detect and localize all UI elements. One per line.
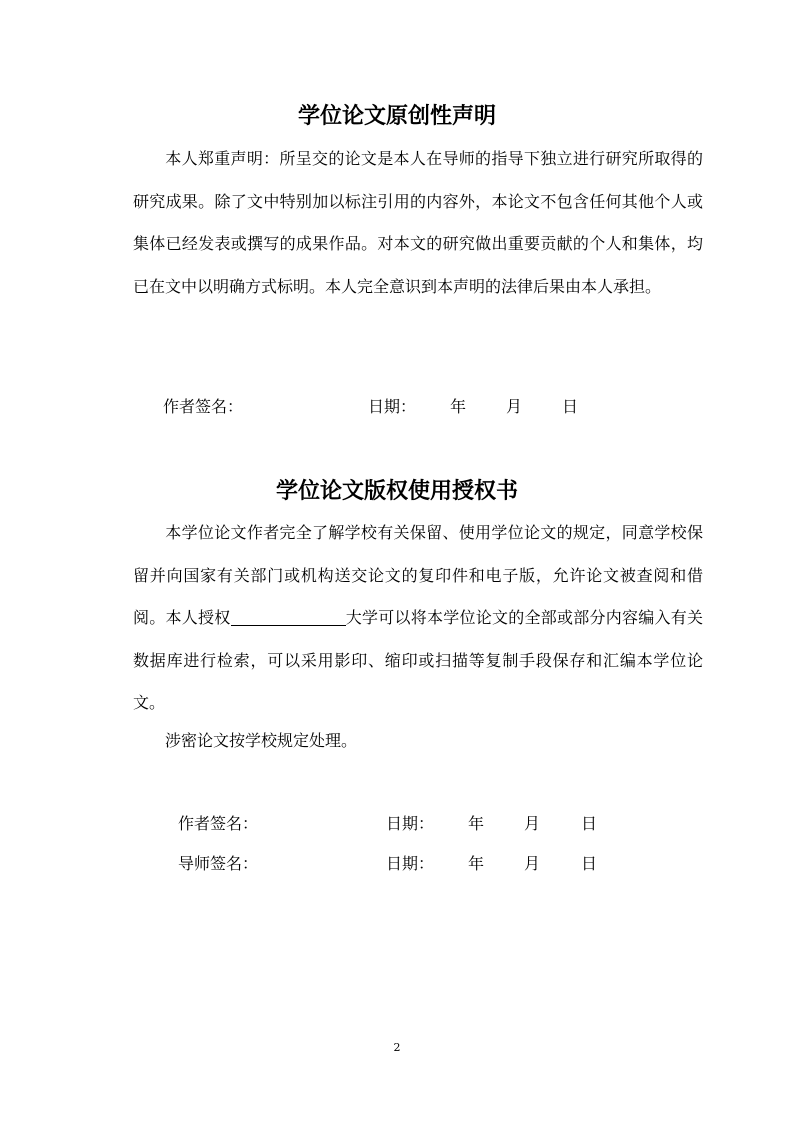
declaration-body [133, 138, 703, 308]
authorization-body-text-after: 大学可以将本学位论文的全部或部分内容编入有关数据库进行检索，可以采用影印、缩印或扫描等复制手段保存和汇编本学位论文。 [133, 608, 703, 712]
page-number: 2 [393, 1041, 401, 1054]
university-name-blank[interactable] [231, 607, 346, 626]
day-label: 日 [562, 397, 579, 416]
year-label: 年 [468, 814, 485, 833]
date-label: 日期： [386, 854, 435, 873]
authorization-body [133, 512, 703, 725]
date-label: 日期： [368, 397, 417, 416]
confidential-note-text: 涉密论文按学校规定处理。 [165, 731, 358, 750]
declaration-signature-row [0, 395, 794, 419]
supervisor-signature-row [0, 852, 794, 876]
day-label: 日 [581, 854, 598, 873]
authorization-body-text-before: 本学位论文作者完全了解学校有关保留、使用学位论文的规定，同意学校保留并向国家有关部门或机构送交论文的复印件和电子版，允许论文被查阅和借阅。本人授权 [133, 523, 703, 627]
author-signature-label: 作者签名： [178, 814, 259, 833]
month-label: 月 [524, 814, 541, 833]
month-label: 月 [506, 397, 523, 416]
confidential-note [133, 720, 703, 763]
declaration-title: 学位论文原创性声明 [297, 103, 496, 129]
declaration-body-text: 本人郑重声明：所呈交的论文是本人在导师的指导下独立进行研究所取得的研究成果。除了文中特别加以标注引用的内容外，本论文不包含任何其他个人或集体已经发表或撰写的成果作品。对本文的研究做出重要贡献的个人和集体，均已在文中以明确方式标明。本人完全意识到本声明的法律后果由本人承担。 [133, 149, 703, 296]
month-label: 月 [524, 854, 541, 873]
year-label: 年 [450, 397, 467, 416]
supervisor-signature-label: 导师签名： [178, 854, 259, 873]
day-label: 日 [581, 814, 598, 833]
author-signature-row [0, 812, 794, 836]
author-signature-label: 作者签名： [163, 397, 244, 416]
authorization-title: 学位论文版权使用授权书 [275, 478, 518, 504]
year-label: 年 [468, 854, 485, 873]
date-label: 日期： [386, 814, 435, 833]
